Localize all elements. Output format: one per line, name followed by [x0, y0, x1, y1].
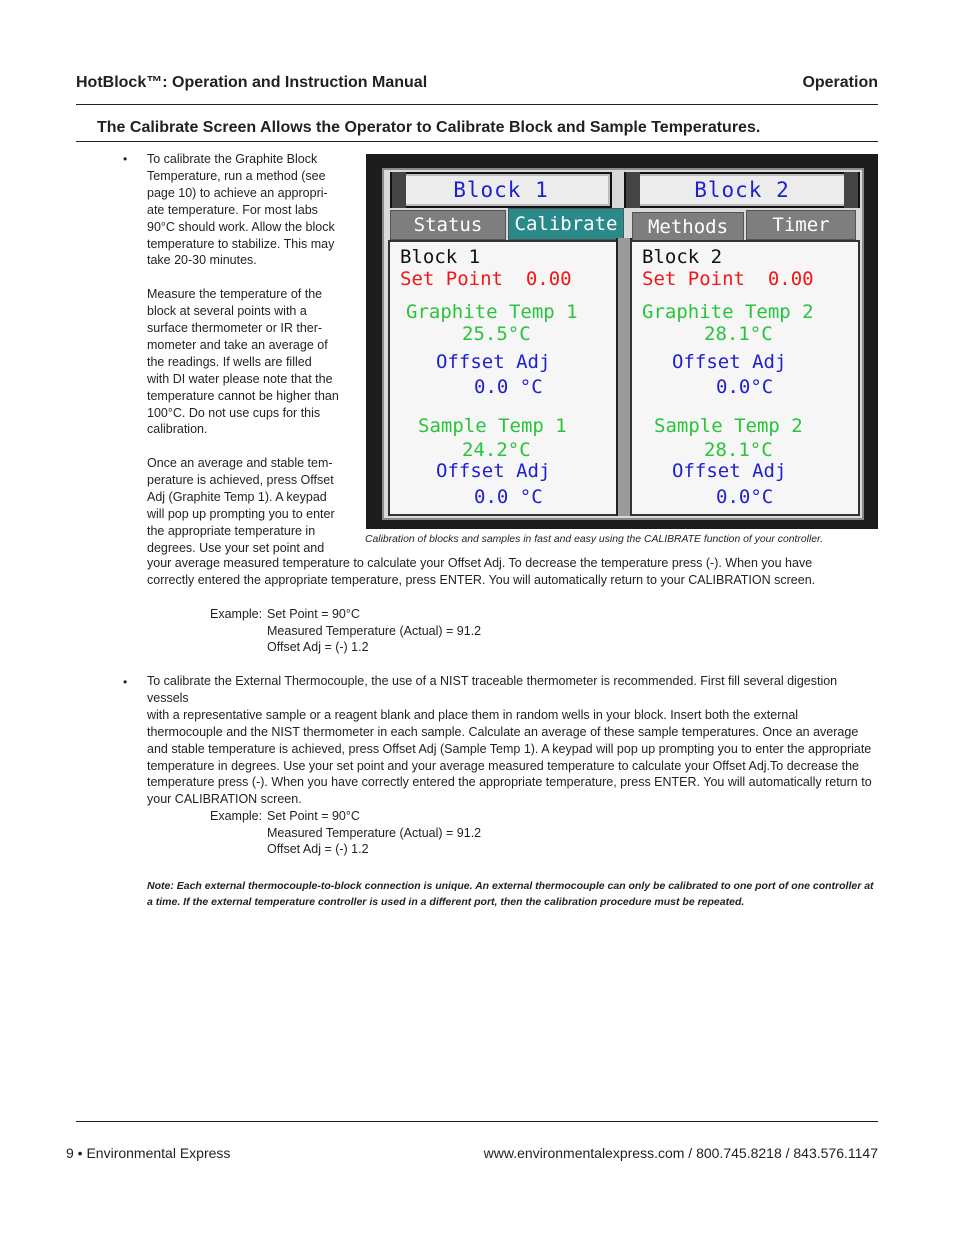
tab-status: Status [390, 210, 506, 240]
tab-methods: Methods [632, 212, 744, 242]
heading-rule [76, 141, 878, 142]
page-heading: The Calibrate Screen Allows the Operator to Calibrate Block and Sample Temperatures. [97, 119, 761, 136]
graphite-offset-1-value: 0.0 °C [474, 376, 543, 398]
graphite-temp-1-label: Graphite Temp 1 [406, 301, 578, 323]
sample-temp-1-label: Sample Temp 1 [418, 415, 567, 437]
paragraph-measure: Measure the temperature of the block at several points with a surface thermometer or IR ther- mometer and take an average of the readings. If wells are filled with DI water please note that the temperature cannot be higher than 100°C. Do not use cups for this calibration. [147, 287, 339, 437]
block-1-set-point: Set Point 0.00 [400, 268, 572, 290]
graphite-temp-2-value: 28.1°C [704, 323, 773, 345]
block-1-title: Block 1 [400, 246, 481, 268]
calibration-note: Note: Each external thermocouple-to-block connection is unique. An external thermocouple can only be calibrated to one port of one controller at a time. If the external temperature controller is used in a different port, then the calibration procedure must be repeated. [147, 880, 874, 908]
sample-offset-2-value: 0.0°C [716, 486, 774, 508]
page-number: 9 • Environmental Express [66, 1145, 231, 1161]
block-2-panel [630, 240, 860, 516]
paragraph-continuation: your average measured temperature to calculate your Offset Adj. To decrease the temperature press (-). When you have correctly entered the appropriate temperature, press ENTER. You will automatically return to your CALIBRATION screen. [147, 556, 816, 587]
section-name: Operation [802, 74, 878, 91]
graphite-offset-2-value: 0.0°C [716, 376, 774, 398]
paragraph-external-thermocouple: To calibrate the External Thermocouple, the use of a NIST traceable thermometer is recommended. First fill several digestion vessels with a representative sample or a reagent blank and place them in random wells in your block. Insert both the external thermocouple and the NIST thermometer in each sample. Calculate an average of these sample temperatures. Once an average and stable temperature is achieved, press Offset Adj (Sample Temp 1). A keypad will pop up prompting you to enter the appropriate temperature in degrees. Use your set point and your average measured temperature to calculate your Offset Adj.To decrease the temperature press (-). When you have correctly entered the appropriate temperature, press ENTER. You will automatically return to your CALIBRATION screen. [147, 674, 872, 807]
manual-title [76, 74, 427, 92]
sample-offset-2-label: Offset Adj [672, 460, 787, 482]
block-2-tab: Block 2 [624, 172, 860, 208]
paragraph-offset: Once an average and stable tem- perature is achieved, press Offset Adj (Graphite Temp 1). A keypad will pop up prompting you to enter the appropriate temperature in degrees. Use your set point and [147, 456, 335, 555]
contact-info: www.environmentalexpress.com / 800.745.8218 / 843.576.1147 [483, 1145, 878, 1161]
sample-offset-1-label: Offset Adj [436, 460, 551, 482]
paragraph-block-temp: To calibrate the Graphite Block Temperature, run a method (see page 10) to achieve an appropri- ate temperature. For most labs 90°C should work. Allow the block temperature to stabilize. This may take 20-30 minutes. [147, 152, 335, 268]
brand-name: HotBlock™: [76, 74, 168, 91]
bullet-marker: • [123, 152, 128, 166]
bullet-marker: • [123, 675, 128, 689]
tab-calibrate: Calibrate [508, 208, 624, 240]
graphite-temp-2-label: Graphite Temp 2 [642, 301, 814, 323]
tab-timer: Timer [746, 210, 856, 240]
sample-offset-1-value: 0.0 °C [474, 486, 543, 508]
sample-temp-2-label: Sample Temp 2 [654, 415, 803, 437]
graphite-offset-1-label: Offset Adj [436, 351, 551, 373]
block-2-title: Block 2 [642, 246, 723, 268]
example-1-label: Example: [210, 607, 263, 621]
block-2-set-point: Set Point 0.00 [642, 268, 814, 290]
calibration-steps-column [147, 151, 347, 557]
calibrate-screen-image [366, 154, 878, 529]
manual-subtitle: Operation and Instruction Manual [172, 74, 428, 91]
sample-temp-1-value: 24.2°C [462, 439, 531, 461]
block-1-panel [388, 240, 618, 516]
graphite-offset-2-label: Offset Adj [672, 351, 787, 373]
block-1-tab: Block 1 [390, 172, 612, 208]
example-2-values: Set Point = 90°C Measured Temperature (Actual) = 91.2 Offset Adj = (-) 1.2 [267, 809, 482, 856]
header-rule [76, 104, 878, 105]
graphite-temp-1-value: 25.5°C [462, 323, 531, 345]
example-1-values: Set Point = 90°C Measured Temperature (Actual) = 91.2 Offset Adj = (-) 1.2 [267, 607, 482, 654]
sample-temp-2-value: 28.1°C [704, 439, 773, 461]
example-2-label: Example: [210, 809, 263, 823]
figure-caption: Calibration of blocks and samples in fast and easy using the CALIBRATE function of your controller. [365, 534, 823, 545]
footer-rule [76, 1121, 878, 1122]
